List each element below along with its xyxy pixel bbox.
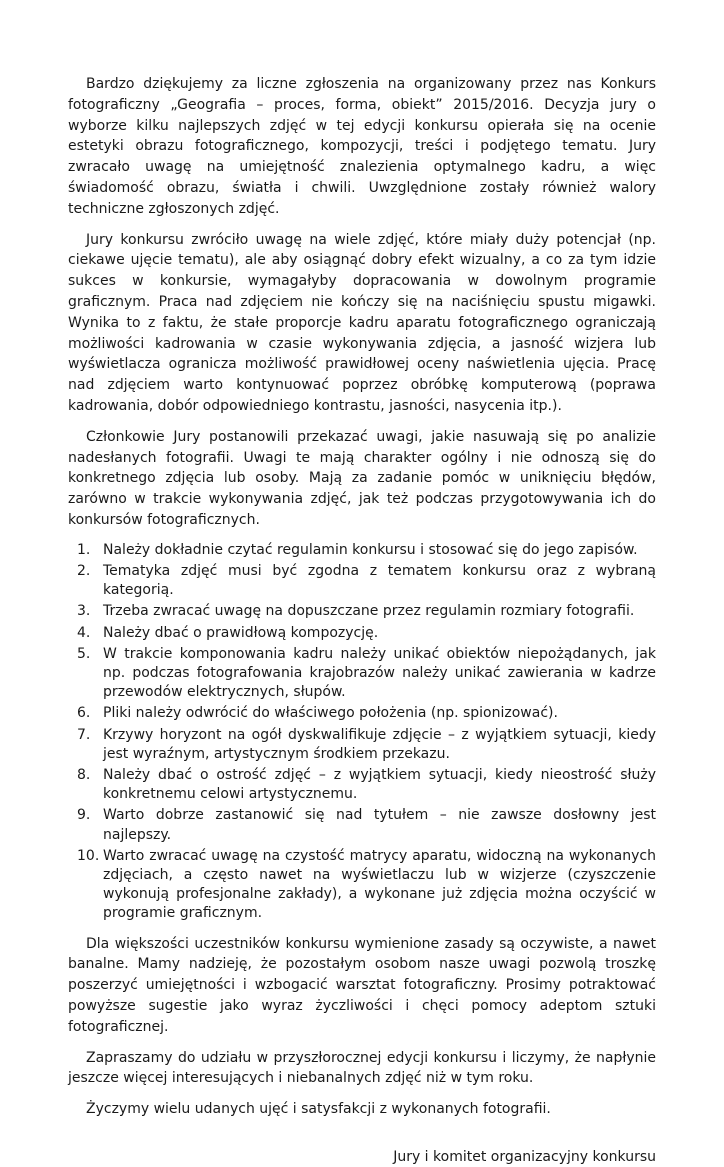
remarks-list [68, 541, 656, 924]
list-item [68, 704, 656, 723]
list-item [68, 847, 656, 924]
outro-paragraph-1: Dla większości uczestników konkursu wymienione zasady są oczywiste, a nawet banalne. Mamy nadzieję, że pozostałym osobom nasze uwagi pozwolą troszkę poszerzyć umiejętności i wzbogacić warsztat fotograficzny. Prosimy potraktować powyższe sugestie jako wyraz życzliwości i chęci pomocy adeptom sztuki fotograficznej. [68, 935, 656, 1035]
list-item-text: Krzywy horyzont na ogół dyskwalifikuje zdjęcie – z wyjątkiem sytuacji, kiedy jest wyraźnym, artystycznym środkiem przekazu. [103, 726, 656, 762]
intro-paragraph-2: Jury konkursu zwróciło uwagę na wiele zdjęć, które miały duży potencjał (np. ciekawe ujęcie tematu), ale aby osiągnąć dobry efekt wizualny, a co za tym idzie sukces w konkursie, wymagałyby dopracowania w dowolnym programie graficznym. Praca nad zdjęciem nie kończy się na naciśnięciu spustu migawki. Wynika to z faktu, że stałe proporcje kadru aparatu fotograficznego ograniczają możliwości kadrowania w czasie wykonywania zdjęcia, a jasność wizjera lub wyświetlacza ogranicza możliwość prawidłowej oceny naświetlenia ujęcia. Pracę nad zdjęciem warto kontynuować poprzez obróbkę komputerową (poprawa kadrowania, dobór odpowiedniego kontrastu, jasności, nasycenia itp.). [68, 231, 656, 414]
signature: Jury i komitet organizacyjny konkursu [393, 1148, 656, 1165]
list-item [68, 624, 656, 643]
list-item-number: 7. [77, 726, 91, 743]
list-item-text: Trzeba zwracać uwagę na dopuszczane przez regulamin rozmiary fotografii. [103, 603, 635, 620]
outro-paragraph-2: Zapraszamy do udziału w przyszłorocznej edycji konkursu i liczymy, że napłynie jeszcze więcej interesujących i niebanalnych zdjęć niż w tym roku. [68, 1049, 656, 1087]
list-item-number: 1. [77, 541, 91, 558]
list-item-text: Tematyka zdjęć musi być zgodna z tematem konkursu oraz z wybraną kategorią. [103, 562, 656, 599]
list-item-text: Należy dbać o ostrość zdjęć – z wyjątkiem sytuacji, kiedy nieostrość służy konkretnemu celowi artystycznemu. [103, 766, 656, 803]
list-item-number: 4. [77, 624, 91, 641]
list-item [68, 602, 656, 621]
list-item-number: 2. [77, 562, 91, 579]
list-item-number: 6. [77, 705, 91, 722]
list-item-text: Należy dokładnie czytać regulamin konkursu i stosować się do jego zapisów. [103, 541, 638, 558]
list-item [68, 562, 656, 600]
list-item-number: 3. [77, 603, 91, 620]
list-item-number: 9. [77, 807, 91, 824]
list-item [68, 541, 656, 560]
outro-paragraph-3: Życzymy wielu udanych ujęć i satysfakcji z wykonanych fotografii. [86, 1101, 551, 1118]
list-item-number: 8. [77, 766, 91, 783]
list-item-text: Należy dbać o prawidłową kompozycję. [103, 624, 379, 641]
list-item [68, 806, 656, 844]
list-item-number: 5. [77, 645, 91, 662]
intro-paragraph-3: Członkowie Jury postanowili przekazać uwagi, jakie nasuwają się po analizie nadesłanych fotografii. Uwagi te mają charakter ogólny i nie odnoszą się do konkretnego zdjęcia lub osoby. Mają za zadanie pomóc w uniknięciu błędów, zarówno w trakcie wykonywania zdjęć, jak też podczas przygotowywania ich do konkursów fotograficznych. [68, 428, 656, 528]
list-item-text: Warto dobrze zastanowić się nad tytułem – nie zawsze dosłowny jest najlepszy. [103, 807, 656, 843]
list-item-text: Pliki należy odwrócić do właściwego położenia (np. spionizować). [103, 705, 558, 722]
list-item [68, 766, 656, 804]
intro-paragraph-1: Bardzo dziękujemy za liczne zgłoszenia na organizowany przez nas Konkurs fotograficzny „Geografia – proces, forma, obiekt” 2015/2016. Decyzja jury o wyborze kilku najlepszych zdjęć w tej edycji konkursu opierała się na ocenie estetyki obrazu fotograficznego, kompozycji, treści i podjętego tematu. Jury zwracało uwagę na umiejętność znalezienia optymalnego kadru, a więc świadomość obrazu, światła i chwili. Uwzględnione zostały również walory techniczne zgłoszonych zdjęć. [68, 76, 656, 217]
list-item-number: 10. [77, 847, 100, 864]
list-item-text: Warto zwracać uwagę na czystość matrycy aparatu, widoczną na wykonanych zdjęciach, a często nawet na wyświetlaczu lub w wizjerze (czyszczenie wykonują profesjonalne zakłady), a wykonane już zdjęcia można oczyścić w programie graficznym. [103, 847, 656, 922]
list-item-text: W trakcie komponowania kadru należy unikać obiektów niepożądanych, jak np. podczas fotografowania krajobrazów należy unikać zawierania w kadrze przewodów elektrycznych, słupów. [103, 645, 656, 701]
list-item [68, 726, 656, 764]
list-item [68, 645, 656, 703]
